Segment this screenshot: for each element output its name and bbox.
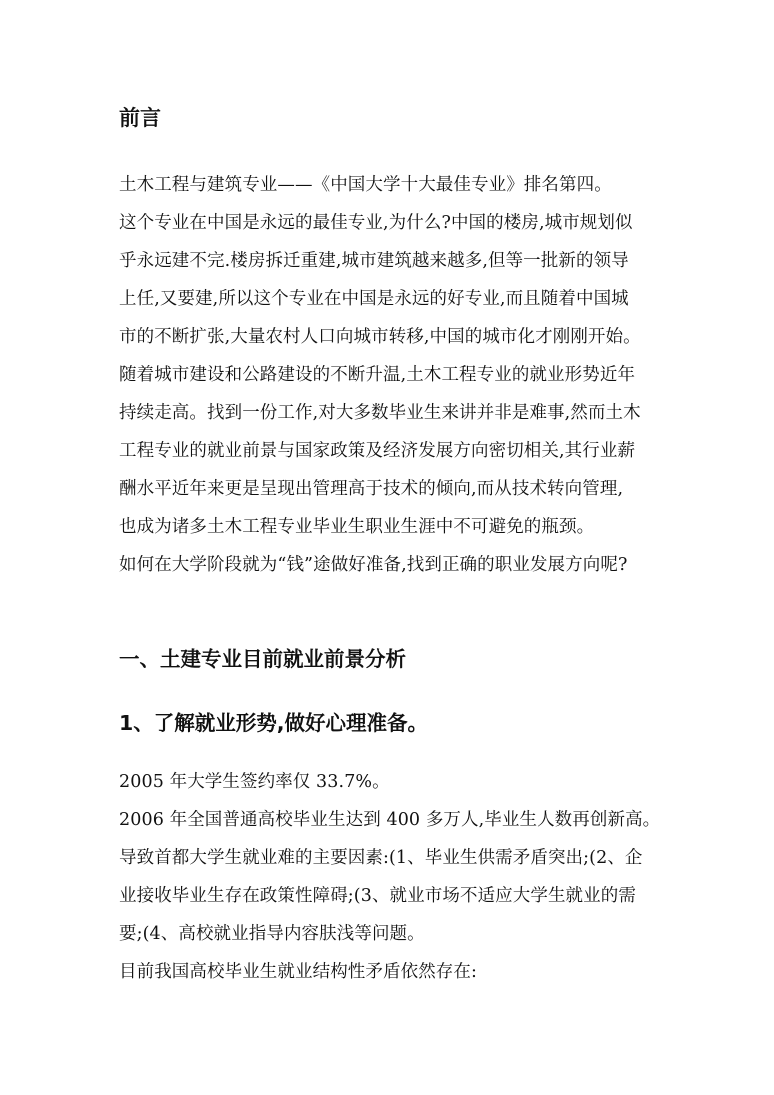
preface-line: 也成为诸多土木工程专业毕业生职业生涯中不可避免的瓶颈。: [119, 517, 595, 537]
body-line: 2005 年大学生签约率仅 33.7%。: [119, 772, 390, 792]
preface-line: 土木工程与建筑专业——《中国大学十大最佳专业》排名第四。: [119, 175, 612, 195]
section-heading: 一、土建专业目前就业前景分析: [119, 647, 406, 671]
preface-line: 如何在大学阶段就为“钱”途做好准备,找到正确的职业发展方向呢?: [119, 555, 628, 575]
body-line: 导致首都大学生就业难的主要因素:(1、毕业生供需矛盾突出;(2、企: [119, 848, 643, 868]
body-line: 2006 年全国普通高校毕业生达到 400 多万人,毕业生人数再创新高。: [119, 810, 661, 830]
preface-line: 持续走高。找到一份工作,对大多数毕业生来讲并非是难事,然而土木: [119, 403, 641, 423]
preface-line: 这个专业在中国是永远的最佳专业,为什么?中国的楼房,城市规划似: [119, 213, 633, 233]
preface-heading: 前言: [119, 106, 161, 130]
preface-line: 工程专业的就业前景与国家政策及经济发展方向密切相关,其行业薪: [119, 441, 636, 461]
preface-line: 随着城市建设和公路建设的不断升温,土木工程专业的就业形势近年: [119, 365, 636, 385]
body-line: 要;(4、高校就业指导内容肤浅等问题。: [119, 924, 425, 944]
subsection-heading: 1、了解就业形势,做好心理准备。: [119, 711, 429, 735]
body-line: 业接收毕业生存在政策性障碍;(3、就业市场不适应大学生就业的需: [119, 886, 636, 906]
preface-line: 上任,又要建,所以这个专业在中国是永远的好专业,而且随着中国城: [119, 289, 629, 309]
body-line: 目前我国高校毕业生就业结构性矛盾依然存在:: [119, 962, 477, 982]
preface-line: 乎永远建不完.楼房拆迁重建,城市建筑越来越多,但等一批新的领导: [119, 251, 629, 271]
preface-line: 酬水平近年来更是呈现出管理高于技术的倾向,而从技术转向管理,: [119, 479, 624, 499]
preface-line: 市的不断扩张,大量农村人口向城市转移,中国的城市化才刚刚开始。: [119, 327, 641, 347]
